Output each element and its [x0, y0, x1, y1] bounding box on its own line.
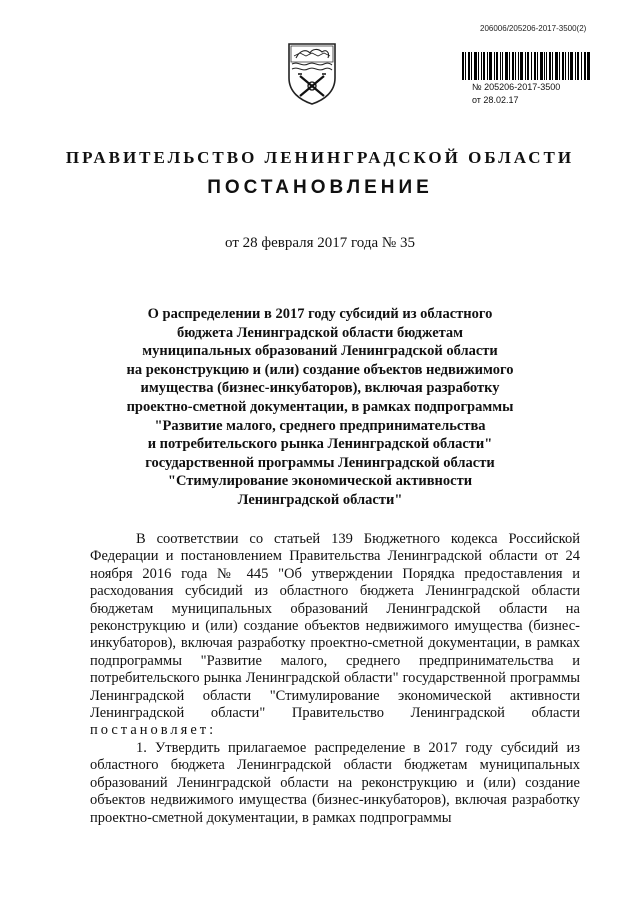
preamble-text: В соответствии со статьей 139 Бюджетного кодекса Российской Федерации и постановлением Правительства Ленинградской области от 24 ноября 2016 года № 445 "Об утверждении Порядка предоставления и расходования субсидий из областного бюджета Ленинградской области бюджетам муниципальных образований Ленинградской области на реконструкцию и (или) создание объектов недвижимого имущества (бизнес-инкубаторов), включая разработку проектно-сметной документации, в рамках подпрограммы "Развитие малого, среднего предпринимательства и потребительского рынка Ленинградской области" государственной программы Ленинградской области "Стимулирование экономической активности Ленинградской области" Правительство Ленинградской области [90, 531, 580, 722]
body-paragraph-item-1: 1. Утвердить прилагаемое распределение в 2017 году субсидий из областного бюджета Ленинградской области бюджетам муниципальных образований Ленинградской области на реконструкцию и (или) создание объектов недвижимого имущества (бизнес-инкубаторов), включая разработку проектно-сметной документации, в рамках подпрограммы [90, 739, 580, 826]
document-subject [90, 305, 550, 510]
body-paragraph-preamble [90, 531, 580, 740]
registration-code: 206006/205206-2017-3500(2) [480, 24, 587, 33]
document-date-number: от 28 февраля 2017 года № 35 [225, 235, 415, 251]
registration-number: № 205206-2017-3500 [472, 82, 561, 92]
subject-line: государственной программы Ленинградской области [145, 454, 495, 471]
subject-line: бюджета Ленинградской области бюджетам [176, 324, 464, 341]
barcode-icon [462, 52, 590, 80]
subject-line: проектно-сметной документации, в рамках подпрограммы [126, 398, 514, 415]
document-body [90, 531, 580, 827]
subject-line: "Стимулирование экономической активности [167, 473, 473, 490]
subject-line: имущества (бизнес-инкубаторов), включая разработку [140, 380, 500, 397]
document-type-heading: ПОСТАНОВЛЕНИЕ [207, 177, 433, 198]
subject-line: на реконструкцию и (или) создание объектов недвижимого [126, 361, 514, 378]
subject-line: "Развитие малого, среднего предпринимательства [154, 417, 486, 434]
subject-line: О распределении в 2017 году субсидий из областного [147, 306, 493, 322]
coat-of-arms-icon [286, 40, 338, 106]
registration-date: от 28.02.17 [472, 95, 519, 105]
subject-line: муниципальных образований Ленинградской области [142, 343, 498, 360]
subject-line: и потребительского рынка Ленинградской области" [147, 436, 493, 453]
decree-word: постановляет: [90, 722, 217, 739]
subject-line: Ленинградской области" [237, 491, 403, 508]
government-title: ПРАВИТЕЛЬСТВО ЛЕНИНГРАДСКОЙ ОБЛАСТИ [65, 148, 575, 167]
